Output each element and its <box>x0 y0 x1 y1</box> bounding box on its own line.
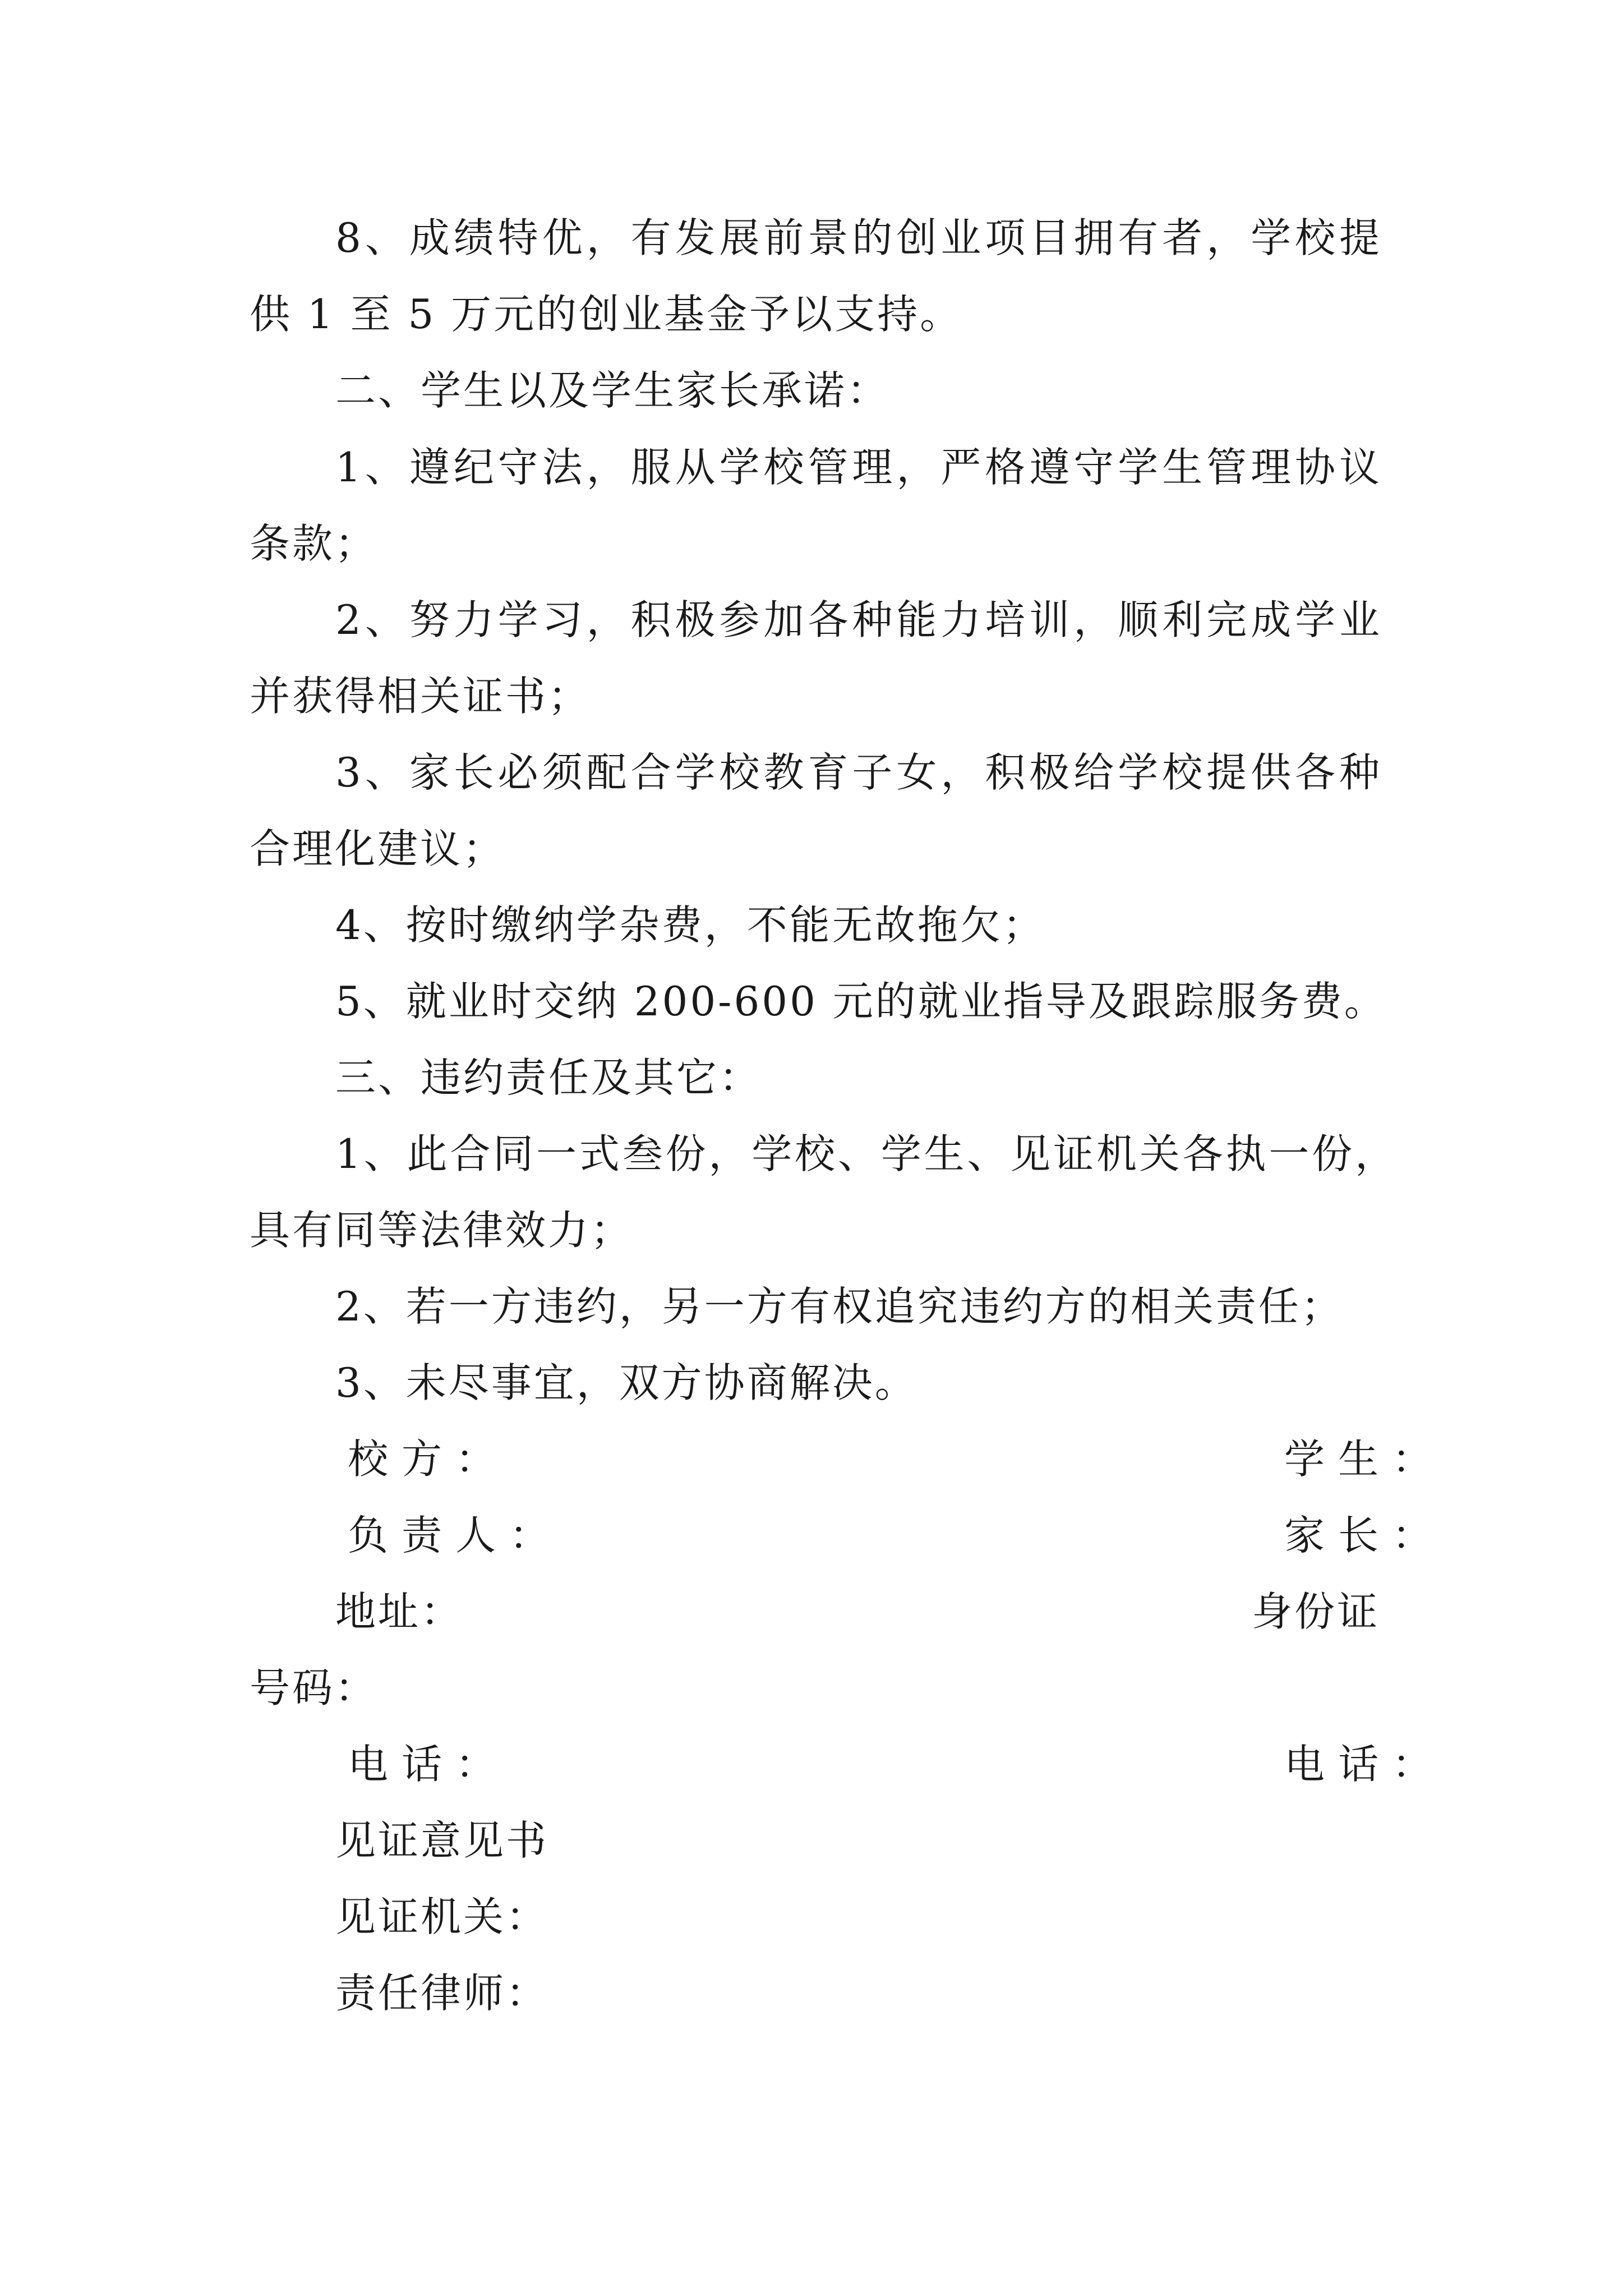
section-2-heading: 二、学生以及学生家长承诺： <box>335 367 890 414</box>
section-3-item-1-line-1: 1、此合同一式叁份，学校、学生、见证机关各执一份， <box>335 1130 1395 1177</box>
section-2-item-3-line-1: 3、家长必须配合学校教育子女，积极给学校提供各种 <box>335 749 1380 796</box>
section-2-item-4: 4、按时缴纳学杂费，不能无故拖欠； <box>335 901 1045 949</box>
section-3-item-1-line-2: 具有同等法律效力； <box>250 1207 634 1254</box>
witness-opinion-title: 见证意见书 <box>335 1817 549 1864</box>
section-3-item-2: 2、若一方违约，另一方有权追究违约方的相关责任； <box>335 1283 1344 1330</box>
school-label: 校方： <box>348 1435 510 1483</box>
section-2-item-3-line-2: 合理化建议； <box>250 825 506 872</box>
section-2-item-2-line-1: 2、努力学习，积极参加各种能力培训，顺利完成学业 <box>335 596 1380 643</box>
witness-agency-label: 见证机关： <box>335 1893 549 1940</box>
id-number-label-part-1: 身份证 <box>1252 1588 1380 1635</box>
section-2-item-1-line-1: 1、遵纪守法，服从学校管理，严格遵守学生管理协议 <box>335 444 1380 491</box>
section-2-item-1-line-2: 条款； <box>250 520 378 567</box>
clause-8-line-1: 8、成绩特优，有发展前景的创业项目拥有者，学校提 <box>335 214 1380 261</box>
student-label: 学生： <box>1284 1435 1446 1483</box>
parent-phone-label: 电话： <box>1284 1741 1446 1788</box>
section-2-item-2-line-2: 并获得相关证书； <box>250 673 591 720</box>
section-3-heading: 三、违约责任及其它： <box>335 1054 762 1101</box>
section-2-item-5: 5、就业时交纳 200-600 元的就业指导及跟踪服务费。 <box>335 978 1387 1025</box>
responsible-lawyer-label: 责任律师： <box>335 1970 549 2017</box>
address-label: 地址： <box>335 1588 464 1635</box>
id-number-label-part-2: 号码： <box>250 1664 378 1711</box>
parent-label: 家长： <box>1284 1512 1446 1559</box>
principal-label: 负责人： <box>348 1512 564 1559</box>
school-phone-label: 电话： <box>348 1741 510 1788</box>
section-3-item-3: 3、未尽事宜，双方协商解决。 <box>335 1359 917 1406</box>
clause-8-line-2: 供 1 至 5 万元的创业基金予以支持。 <box>250 291 963 338</box>
